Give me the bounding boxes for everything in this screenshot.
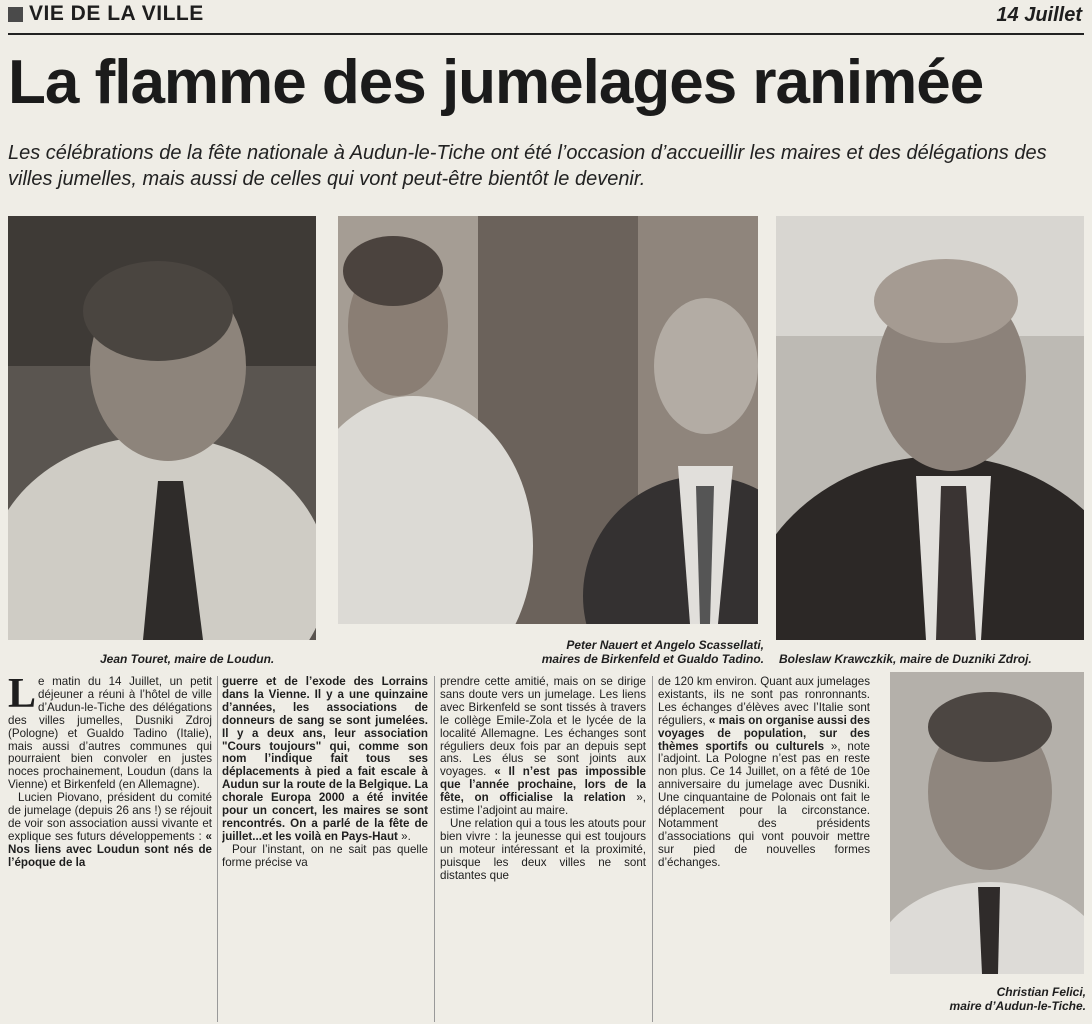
header-rule bbox=[8, 33, 1084, 35]
article-column-3 bbox=[440, 676, 646, 1022]
article-column-1 bbox=[8, 676, 212, 1022]
issue-date: 14 Juillet bbox=[996, 4, 1082, 26]
headline: La flamme des jumelages ranimée bbox=[8, 48, 984, 117]
column-divider bbox=[652, 676, 653, 1022]
column-divider bbox=[434, 676, 435, 1022]
quote-bold: « mais on organise aussi des voyages de population, sur des thèmes sportifs ou culturels bbox=[658, 713, 870, 753]
lede: Les célébrations de la fête nationale à Audun-le-Tiche ont été l’occasion d’accueillir les maires et des délégations des villes jumelles, mais aussi de celles qui vont peut-être bientôt le devenir. bbox=[8, 142, 1047, 190]
paragraph: e matin du 14 Juillet, un petit déjeuner a réuni à l’hôtel de ville d’Audun-le-Tiche des délégations des villes jumelles, Dusniki Zdroj (Pologne) et Gualdo Tadino (Italie), mais aussi d’autres communes qui pourraient bien convoler en justes noces prochainement, Loudun (dans la Vienne) et Birkenfeld (en Allemagne). bbox=[8, 676, 212, 792]
quote-bold: guerre et de l’exode des Lorrains dans la Vienne. Il y a une quinzaine d’années, les associations de donneurs de sang se sont jumelées. Il y a deux ans, leur association "Cours toujours" qui, comme son nom l’indique fait tous ses déplacements à pied a fait escale à Audun sur la route de la Belgique. La chorale Europa 2000 a été invitée pour un concert, les maires se sont rencontrés. On a parlé de la fête de juillet...et les voilà en Pays-Haut bbox=[222, 676, 428, 843]
caption-line: maire d’Audun-le-Tiche. bbox=[949, 999, 1086, 1013]
caption-line: Peter Nauert et Angelo Scassellati, bbox=[566, 638, 764, 652]
paragraph: Lucien Piovano, président du comité de jumelage (depuis 26 ans !) se réjouit de voir son association aussi vivante et explique ses futurs développements : bbox=[8, 791, 212, 843]
photo-nauert-scassellati bbox=[338, 216, 758, 624]
caption-line: Christian Felici, bbox=[996, 985, 1086, 999]
paragraph: de 120 km environ. Quant aux jumelages existants, ils ne sont pas ronronnants. Les échanges d’élèves avec l’Italie sont réguliers, bbox=[658, 676, 870, 727]
column-divider bbox=[217, 676, 218, 1022]
quote-bold: « Il n’est pas impossible que l’année prochaine, lors de la fête, on officialise la relation bbox=[440, 765, 646, 805]
paragraph: prendre cette amitié, mais on se dirige sans doute vers un jumelage. Les liens avec Birkenfeld se sont tissés à travers le collège Emile-Zola et le lycée de la localité Allemagne. Les échanges sont réguliers deux fois par an depuis sept ans. Les élus se sont joints aux voyages. bbox=[440, 676, 646, 779]
drop-cap: L bbox=[8, 676, 37, 717]
photo-christian-felici bbox=[890, 672, 1084, 974]
section-rubric bbox=[8, 2, 204, 26]
rubric-label: VIE DE LA VILLE bbox=[29, 2, 204, 25]
photo-boleslaw-krawczkik bbox=[776, 216, 1084, 640]
quote-end: ». bbox=[397, 829, 411, 843]
paragraph: Une relation qui a tous les atouts pour bien vivre : la jeunesse qui est toujours un moteur intéressant et la proximité, puisque les deux villes ne sont distantes que bbox=[440, 816, 646, 882]
rubric-square-icon bbox=[8, 7, 23, 22]
caption-line: maires de Birkenfeld et Gualdo Tadino. bbox=[541, 652, 764, 666]
photo-jean-touret bbox=[8, 216, 316, 640]
caption-boleslaw-krawczkik: Boleslaw Krawczkik, maire de Duzniki Zdroj. bbox=[779, 652, 1032, 666]
article-column-4 bbox=[658, 676, 870, 1022]
caption-christian-felici bbox=[890, 985, 1086, 1013]
caption-nauert-scassellati bbox=[476, 638, 764, 666]
article-column-2 bbox=[222, 676, 428, 1022]
quote-bold: « Nos liens avec Loudun sont nés de l’époque de la bbox=[8, 829, 212, 869]
caption-jean-touret: Jean Touret, maire de Loudun. bbox=[100, 652, 275, 666]
quote-end: », estime l’adjoint au maire. bbox=[440, 791, 646, 818]
paragraph: Pour l’instant, on ne sait pas quelle forme précise va bbox=[222, 842, 428, 869]
quote-end: », note l’adjoint. La Pologne n’est pas en reste non plus. Ce 14 Juillet, on a fêté de 10e anniversaire du jumelage avec Dusniki. Une cinquantaine de Polonais ont fait le déplacement pour la circonstance. Notamment des présidents d’associations qui vont pouvoir mettre sur pied de nouvelles formes d’échanges. bbox=[658, 739, 870, 869]
